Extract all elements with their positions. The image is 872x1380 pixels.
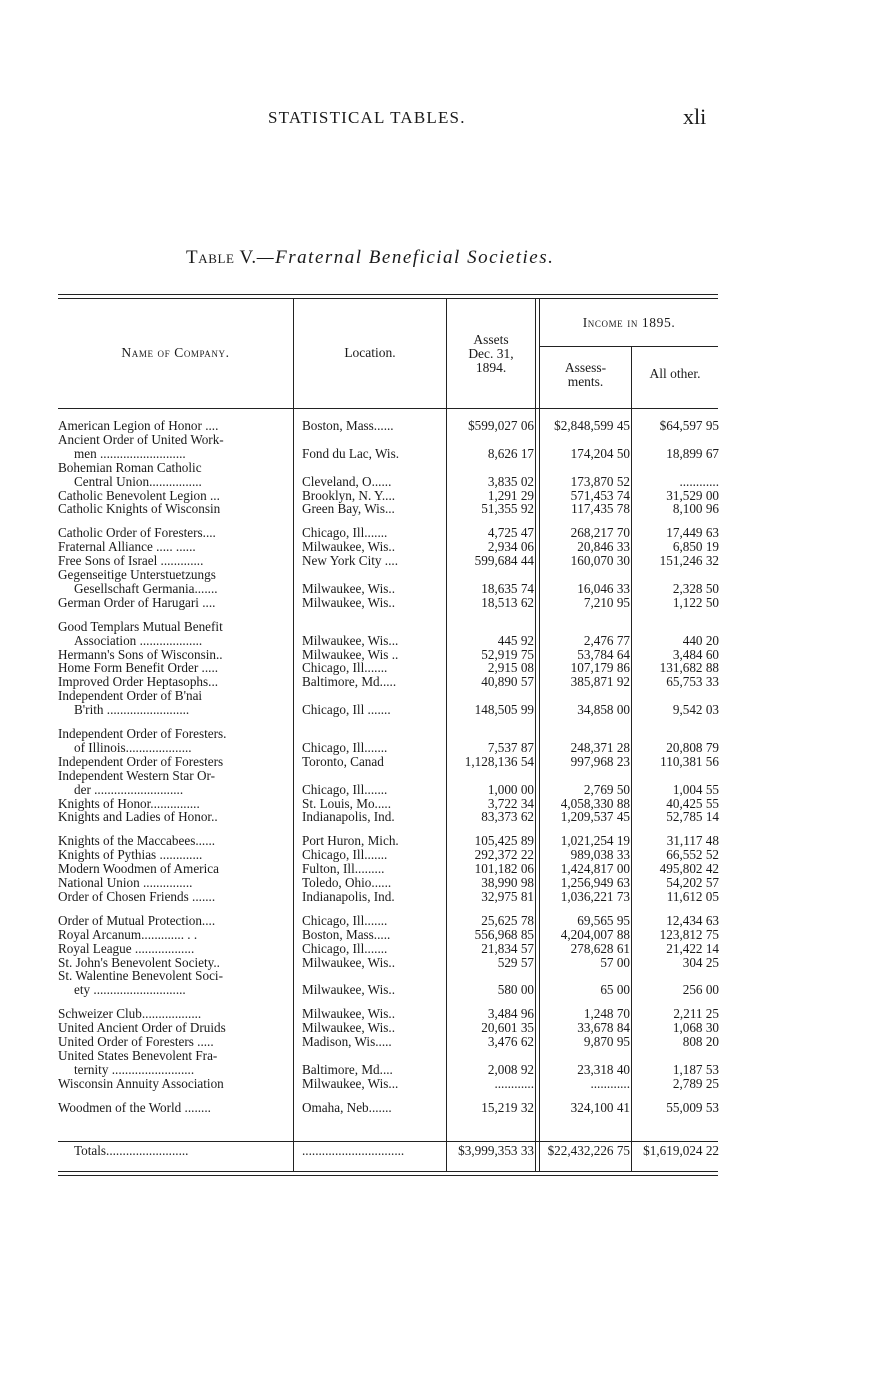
company-name: St. John's Benevolent Society.. [58,955,220,970]
location: Boston, Mass...... [302,419,394,433]
company-name: B'rith ......................... [74,703,190,718]
table-bottom-rule-2 [58,1175,718,1176]
assessments-header-line: Assess- [564,360,607,375]
all-other-value: ............ [679,474,719,489]
location: Chicago, Ill....... [302,782,388,797]
assets-value: 83,373 62 [481,810,534,825]
company-name: Schweizer Club.................. [58,1007,202,1022]
all-other-value: 52,785 14 [666,810,719,825]
assets-value: 18,513 62 [481,595,534,610]
location: Cleveland, O...... [302,474,392,489]
assessments-value: 989,038 33 [570,848,630,863]
all-other-value: 2,789 25 [672,1076,719,1091]
company-name: Knights of Pythias ............. [58,848,203,863]
assets-value: 7,537 87 [487,740,534,755]
company-name: United Order of Foresters ..... [58,1035,214,1049]
assessments-value: 117,435 78 [571,502,630,517]
location: Milwaukee, Wis.. [302,983,395,998]
totals-assessments: $22,432,226 75 [547,1144,630,1158]
company-name: Independent Western Star Or- [58,768,215,783]
location: New York City .... [302,554,398,569]
company-name: Good Templars Mutual Benefit [58,619,223,634]
assets-value: 51,355 92 [481,502,534,517]
company-name: Wisconsin Annuity Association [58,1076,224,1091]
all-other-value: 21,422 14 [666,941,719,956]
all-other-value: $64,597 95 [659,419,719,433]
assessments-value: 1,021,254 19 [560,834,630,849]
assets-value: 599,684 44 [474,554,534,569]
assessments-value: 69,565 95 [577,913,630,928]
location: St. Louis, Mo..... [302,796,392,811]
totals-assets: $3,999,353 33 [458,1144,534,1158]
assessments-value: 33,678 84 [577,1021,630,1036]
assessments-value: 248,371 28 [570,740,630,755]
assets-value: 20,601 35 [481,1021,534,1036]
assessments-value: 997,968 23 [570,754,630,769]
column-header-assessments [540,361,631,389]
location: Brooklyn, N. Y.... [302,488,396,503]
assets-value: 580 00 [497,983,534,998]
company-name: Woodmen of the World ........ [58,1100,211,1115]
assessments-value: 20,846 33 [577,540,630,555]
company-name: Free Sons of Israel ............. [58,554,204,569]
running-title: STATISTICAL TABLES. [268,108,466,127]
location: Milwaukee, Wis.. [302,595,395,610]
location: Toronto, Canad [302,754,384,769]
company-name: of Illinois.................... [74,740,192,755]
all-other-value: 66,552 52 [666,848,719,863]
all-other-value: 256 00 [682,983,719,998]
assets-value: 3,722 34 [487,796,534,811]
column-divider-location [293,298,294,1171]
company-name: Modern Woodmen of America [58,862,219,877]
column-header-location: Location. [344,345,396,360]
assets-value: 101,182 06 [474,862,534,877]
company-name: Gesellschaft Germania....... [74,581,218,596]
assets-value: 8,626 17 [487,446,534,461]
all-other-value: 55,009 53 [666,1100,719,1115]
all-other-value: 3,484 60 [672,647,719,662]
assessments-value: 34,858 00 [577,703,630,718]
all-other-value: 1,122 50 [672,595,719,610]
location: Fond du Lac, Wis. [302,446,400,461]
company-name: American Legion of Honor .... [58,419,219,433]
all-other-value: 110,381 56 [660,754,719,769]
location: Baltimore, Md..... [302,675,397,690]
assets-value: 1,000 00 [487,782,534,797]
all-other-value: 1,068 30 [672,1021,719,1036]
assets-value: 445 92 [497,633,534,648]
location: Boston, Mass..... [302,927,391,942]
column-divider-income [535,298,536,1171]
company-name: St. Walentine Benevolent Soci- [58,969,223,984]
assets-value: 52,919 75 [481,647,534,662]
all-other-value: 11,612 05 [666,889,719,904]
assessments-value: 1,256,949 63 [560,876,630,890]
column-divider-other [631,346,632,1171]
location: Milwaukee, Wis.. [302,1021,395,1036]
location: Madison, Wis..... [302,1035,392,1049]
company-name: German Order of Harugari .... [58,595,216,610]
company-name: Order of Mutual Protection.... [58,913,216,928]
location: Milwaukee, Wis.. [302,540,395,555]
column-header-all-other: All other. [649,366,701,381]
company-name: Knights of the Maccabees...... [58,834,216,849]
location: Chicago, Ill....... [302,941,388,956]
assessments-value: 173,870 52 [570,474,630,489]
location: Fulton, Ill......... [302,862,385,877]
income-group-rule [540,346,718,347]
all-other-value: 2,211 25 [673,1007,719,1022]
assessments-value: 160,070 30 [570,554,630,569]
assets-value: 2,934 06 [487,540,534,555]
all-other-value: 495,802 42 [659,862,719,877]
all-other-value: 131,682 88 [659,661,719,676]
all-other-value: 20,808 79 [666,740,719,755]
all-other-value: 2,328 50 [672,581,719,596]
assets-value: 148,505 99 [474,703,534,718]
table-top-rule-2 [58,298,718,299]
all-other-value: 1,004 55 [672,782,719,797]
assessments-value: 65 00 [600,983,630,998]
all-other-value: 17,449 63 [666,526,719,541]
assessments-value: 7,210 95 [583,595,630,610]
all-other-value: 31,529 00 [666,488,719,503]
assessments-value: 1,424,817 00 [560,862,630,877]
all-other-value: 304 25 [682,955,719,970]
assessments-value: 1,248 70 [583,1007,630,1022]
page-number: xli [683,104,707,129]
company-name: Hermann's Sons of Wisconsin.. [58,647,223,662]
assessments-value: 2,476 77 [583,633,630,648]
company-name: Association ................... [74,633,203,648]
assessments-value: 324,100 41 [570,1100,630,1115]
company-name: men .......................... [74,446,186,461]
assets-value: 1,291 29 [487,488,534,503]
table-bottom-rule [58,1171,718,1172]
company-name: Catholic Knights of Wisconsin [58,502,221,517]
table-top-rule [58,294,718,295]
assets-value: 21,834 57 [481,941,534,956]
location: Chicago, Ill....... [302,913,388,928]
assets-header-line: Dec. 31, [468,346,514,361]
assessments-value: 174,204 50 [570,446,630,461]
assessments-value: 53,784 64 [577,647,630,662]
company-name: Knights and Ladies of Honor.. [58,810,218,825]
column-divider-assets [446,298,447,1171]
all-other-value: 8,100 96 [672,502,719,517]
assessments-value: 385,871 92 [570,675,630,690]
location: Green Bay, Wis... [302,502,395,517]
location: Indianapolis, Ind. [302,810,395,825]
all-other-value: 808 20 [682,1035,719,1049]
all-other-value: 151,246 32 [659,554,719,569]
location: Milwaukee, Wis... [302,1076,399,1091]
assets-value: 32,975 81 [481,889,534,904]
assets-header-line: Assets [473,332,509,347]
assessments-value: $2,848,599 45 [554,419,630,433]
location: Omaha, Neb....... [302,1100,392,1115]
all-other-value: 65,753 33 [666,675,719,690]
all-other-value: 123,812 75 [659,927,719,942]
location: Port Huron, Mich. [302,834,399,849]
column-header-name: Name of Company. [121,345,230,360]
company-name: Independent Order of B'nai [58,689,203,704]
location: Milwaukee, Wis.. [302,955,395,970]
assessments-value: 571,453 74 [570,488,630,503]
all-other-value: 40,425 55 [666,796,719,811]
column-group-income: Income in 1895. [582,315,676,330]
location: Toledo, Ohio...... [302,876,392,890]
all-other-value: 18,899 67 [666,446,719,461]
company-name: Catholic Benevolent Legion ... [58,488,220,503]
assets-value: $599,027 06 [468,419,534,433]
table-title [186,247,554,269]
assets-value: 3,476 62 [487,1035,534,1049]
location: Milwaukee, Wis.. [302,1007,395,1022]
company-name: Independent Order of Foresters [58,754,224,769]
assessments-value: 107,179 86 [570,661,630,676]
company-name: Central Union................ [74,474,202,489]
totals-all-other: $1,619,024 22 [643,1144,719,1158]
assets-value: 1,128,136 54 [464,754,534,769]
assessments-value: 1,036,221 73 [560,889,630,904]
location: Milwaukee, Wis... [302,633,399,648]
all-other-value: 1,187 53 [672,1062,719,1077]
assets-value: 2,915 08 [487,661,534,676]
company-name: National Union ............... [58,876,193,890]
assessments-value: 4,204,007 88 [560,927,630,942]
company-name: der ........................... [74,782,184,797]
totals-rule [58,1141,718,1142]
all-other-value: 31,117 48 [666,834,719,849]
location: Indianapolis, Ind. [302,889,395,904]
assets-value: ............ [494,1076,534,1091]
all-other-value: 440 20 [682,633,719,648]
location: Chicago, Ill....... [302,848,388,863]
assessments-value: 278,628 61 [570,941,630,956]
company-name: Gegenseitige Unterstuetzungs [58,568,216,582]
assets-value: 18,635 74 [481,581,534,596]
location: Chicago, Ill ....... [302,703,391,718]
assets-value: 105,425 89 [474,834,534,849]
assessments-value: 23,318 40 [577,1062,630,1077]
assets-value: 25,625 78 [481,913,534,928]
location: Milwaukee, Wis.. [302,581,395,596]
assessments-value: 9,870 95 [583,1035,630,1049]
assessments-value: 4,058,330 88 [560,796,630,811]
assets-value: 40,890 57 [481,675,534,690]
company-name: Royal Arcanum............. . . [58,927,198,942]
assets-value: 3,835 02 [487,474,534,489]
assessments-value: 1,209,537 45 [560,810,630,825]
all-other-value: 54,202 57 [666,876,719,890]
assets-value: 15,219 32 [481,1100,534,1115]
company-name: United Ancient Order of Druids [58,1021,226,1036]
assessments-value: 57 00 [600,955,630,970]
company-name: Fraternal Alliance ..... ...... [58,540,196,555]
location: Milwaukee, Wis .. [302,647,399,662]
company-name: ternity ......................... [74,1062,195,1077]
all-other-value: 12,434 63 [666,913,719,928]
assessments-value: ............ [590,1076,630,1091]
company-name: Knights of Honor............... [58,796,200,811]
totals-location: ............................... [302,1144,405,1158]
company-name: Independent Order of Foresters. [58,727,227,741]
company-name: ety ............................ [74,983,186,998]
assessments-value: 2,769 50 [583,782,630,797]
assets-value: 2,008 92 [487,1062,534,1077]
header-bottom-rule [58,408,718,409]
assessments-header-line: ments. [567,374,604,389]
totals-label: Totals......................... [74,1144,189,1158]
company-name: Bohemian Roman Catholic [58,460,202,475]
location: Baltimore, Md.... [302,1062,393,1077]
assessments-value: 268,217 70 [570,526,630,541]
company-name: Order of Chosen Friends ....... [58,889,216,904]
company-name: Catholic Order of Foresters.... [58,526,216,541]
column-header-assets [447,333,535,375]
assets-value: 556,968 85 [474,927,534,942]
company-name: United States Benevolent Fra- [58,1048,218,1063]
all-other-value: 6,850 19 [672,540,719,555]
table-title-caption: —Fraternal Beneficial Societies. [256,247,555,268]
location: Chicago, Ill....... [302,661,388,676]
assets-header-line: 1894. [475,360,507,375]
assets-value: 292,372 22 [474,848,534,863]
company-name: Royal League .................. [58,941,195,956]
table-title-prefix: Table V. [186,247,257,268]
all-other-value: 9,542 03 [672,703,719,718]
location: Chicago, Ill....... [302,526,388,541]
assessments-value: 16,046 33 [577,581,630,596]
assets-value: 529 57 [497,955,534,970]
assets-value: 38,990 98 [481,876,534,890]
company-name: Home Form Benefit Order ..... [58,661,219,676]
assets-value: 3,484 96 [487,1007,534,1022]
company-name: Improved Order Heptasophs... [58,675,219,690]
company-name: Ancient Order of United Work- [58,432,224,447]
assets-value: 4,725 47 [487,526,534,541]
location: Chicago, Ill....... [302,740,388,755]
